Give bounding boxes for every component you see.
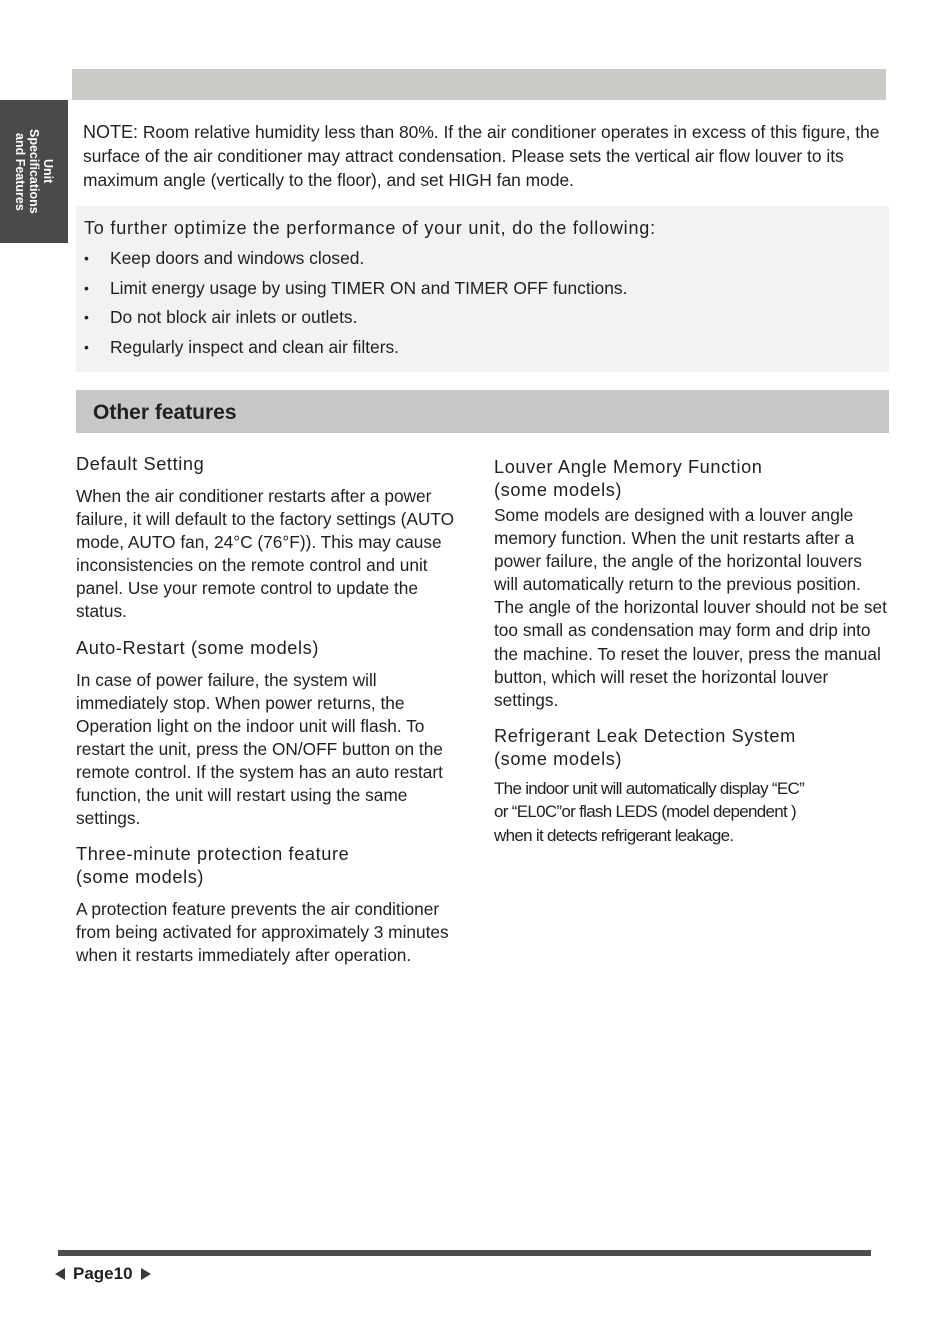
louver-memory-heading-line-2: (some models): [494, 480, 623, 500]
list-item-text: Do not block air inlets or outlets.: [110, 307, 358, 328]
three-minute-heading-line-1: Three-minute protection feature: [76, 844, 350, 865]
leak-detection-heading-line-2: (some models): [494, 748, 623, 769]
note-label: NOTE:: [83, 122, 139, 142]
bullet-icon: •: [84, 279, 89, 296]
leak-detection-heading: [494, 725, 894, 771]
next-page-arrow-icon[interactable]: [141, 1268, 151, 1280]
louver-memory-heading: [494, 456, 894, 502]
leak-detection-body-line-1: The indoor unit will automatically display “EC”: [494, 778, 805, 798]
note-paragraph: [83, 120, 883, 192]
bullet-icon: •: [84, 309, 89, 326]
section-title: Other features: [93, 401, 237, 424]
leak-detection-body: [494, 777, 894, 848]
list-item-text: Regularly inspect and clean air filters.: [110, 337, 400, 358]
header-bar: [72, 69, 886, 100]
previous-page-arrow-icon[interactable]: [55, 1268, 65, 1280]
section-side-tab: [0, 100, 68, 243]
bullet-icon: •: [84, 339, 89, 356]
three-minute-heading-line-2: (some models): [76, 867, 205, 888]
list-item-text: Limit energy usage by using TIMER ON and TIMER OFF functions.: [110, 277, 628, 298]
section-header-bar: [76, 390, 889, 433]
default-setting-heading: Default Setting: [76, 454, 205, 474]
side-tab-line-3: and Features: [13, 132, 27, 211]
page-navigation: [55, 1264, 151, 1284]
footer-rule: [58, 1250, 871, 1256]
left-column: [76, 453, 456, 968]
page-number: Page10: [73, 1264, 133, 1283]
tips-list: [84, 248, 627, 367]
list-item: [84, 337, 627, 367]
default-setting-body: When the air conditioner restarts after a power failure, it will default to the factory settings (AUTO mode, AUTO fan, 24°C (76°F)). This may cause inconsistencies on the remote control and unit panel. Use your remote control to update the status.: [76, 486, 455, 622]
three-minute-heading: [76, 843, 456, 889]
list-item: [84, 248, 627, 278]
auto-restart-body: In case of power failure, the system will immediately stop. When power returns, the Operation light on the indoor unit will flash. To restart the unit, press the ON/OFF button on the remote control. If the system has an auto restart function, the unit will restart using the same settings.: [76, 669, 443, 829]
note-text: Room relative humidity less than 80%. If the air conditioner operates in excess of this figure, the surface of the air conditioner may attract condensation. Please sets the vertical air flow louver to its maximum angle (vertically to the floor), and set HIGH fan mode.: [83, 122, 880, 190]
leak-detection-body-line-2: or “EL0C”or flash LEDS (model dependent ): [494, 802, 797, 822]
list-item: [84, 307, 627, 337]
louver-memory-heading-line-1: Louver Angle Memory Function: [494, 457, 763, 477]
leak-detection-body-line-3: when it detects refrigerant leakage.: [494, 825, 734, 845]
tips-heading: To further optimize the performance of your unit, do the following:: [84, 218, 656, 238]
list-item-text: Keep doors and windows closed.: [110, 248, 365, 268]
auto-restart-heading: Auto-Restart (some models): [76, 637, 320, 658]
side-tab-line-2: Specifications: [27, 129, 41, 214]
louver-memory-body: Some models are designed with a louver angle memory function. When the unit restarts after a power failure, the angle of the horizontal louvers will automatically return to the previous position. The angle of the horizontal louver should not be set too small as condensation may form and drip into the machine. To reset the louver, press the manual button, which will reset the horizontal louver settings.: [494, 505, 887, 710]
bullet-icon: •: [84, 250, 89, 266]
list-item: [84, 278, 627, 308]
three-minute-body: A protection feature prevents the air conditioner from being activated for approximately 3 minutes when it restarts immediately after operation.: [76, 899, 449, 966]
side-tab-line-1: Unit: [41, 159, 55, 184]
side-tab-label: [13, 129, 55, 214]
right-column: [494, 456, 894, 847]
tips-box: [76, 206, 889, 372]
leak-detection-heading-line-1: Refrigerant Leak Detection System: [494, 725, 796, 746]
